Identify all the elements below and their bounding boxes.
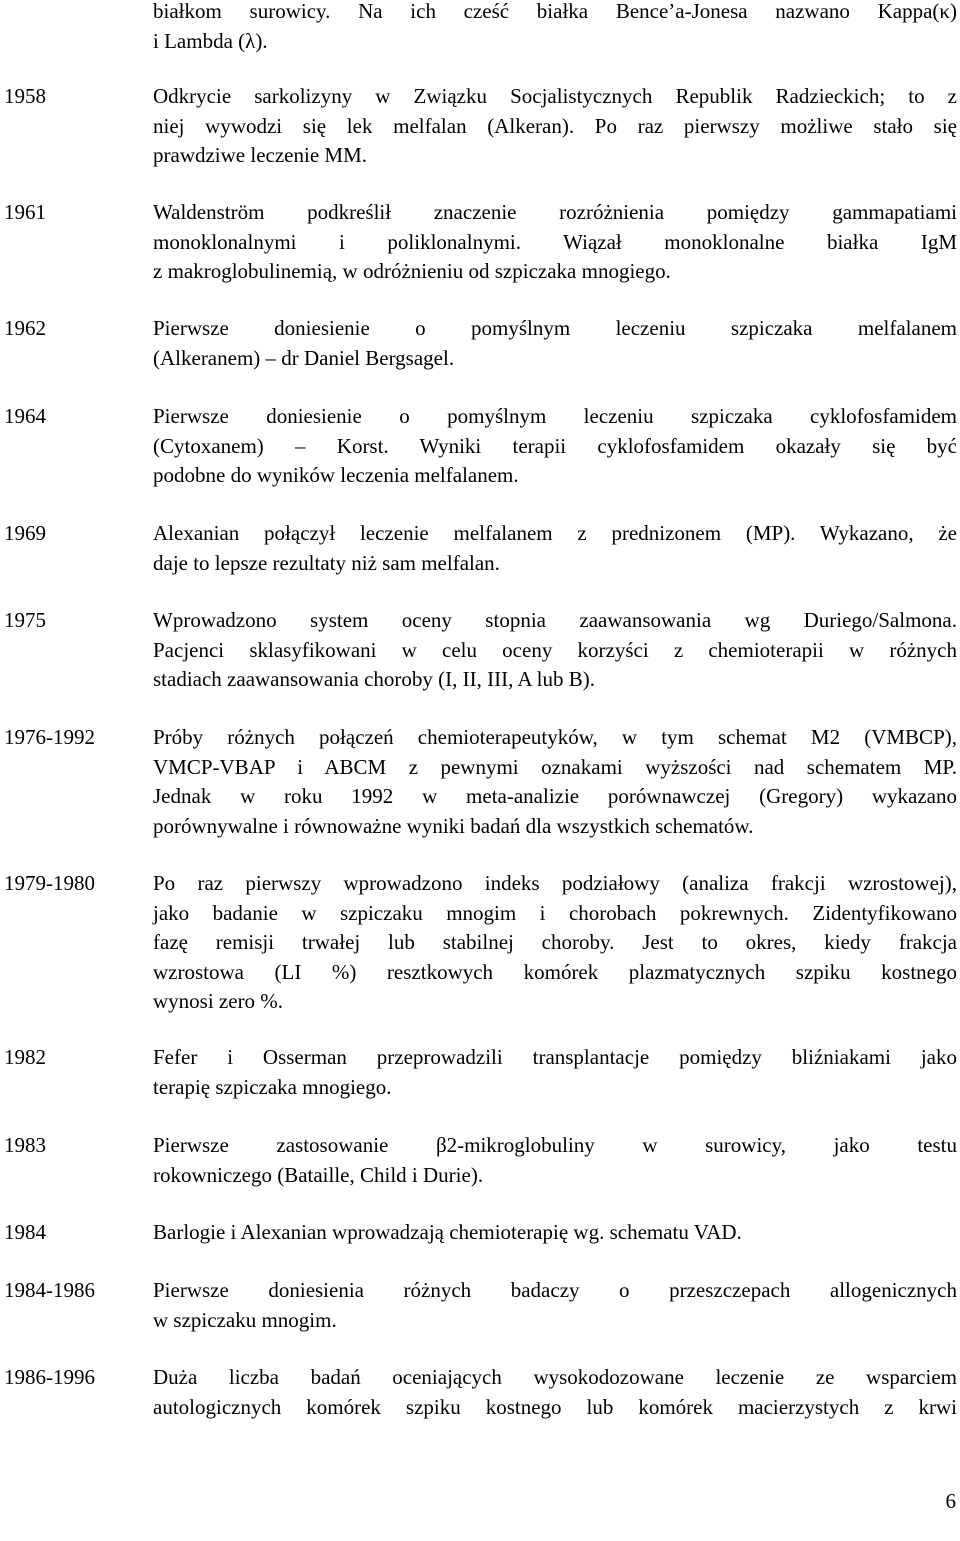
- timeline-year: 1982: [4, 1045, 46, 1069]
- description-line: Barlogie i Alexanian wprowadzają chemioterapię wg. schematu VAD.: [153, 1220, 742, 1244]
- description-line: rokowniczego (Bataille, Child i Durie).: [153, 1162, 484, 1187]
- description-line: w szpiczaku mnogim.: [153, 1307, 337, 1332]
- timeline-year: 1984: [4, 1220, 46, 1244]
- timeline-description: [153, 869, 957, 1017]
- timeline-description: [153, 314, 957, 373]
- description-line: z makroglobulinemią, w odróżnieniu od szpiczaka mnogiego.: [153, 259, 671, 283]
- description-line: stadiach zaawansowania choroby (I, II, III, A lub B).: [153, 667, 596, 691]
- description-line: prawdziwe leczenie MM.: [153, 143, 367, 167]
- description-line: Pierwsze zastosowanie β2-mikroglobuliny w surowicy, jako testu: [153, 1133, 957, 1157]
- description-line: terapię szpiczaka mnogiego.: [153, 1074, 392, 1099]
- description-line: porównywalne i równoważne wyniki badań dla wszystkich schematów.: [153, 813, 754, 838]
- description-line: VMCP-VBAP i ABCM z pewnymi oznakami wyższości nad schematem MP.: [153, 754, 957, 779]
- description-line: daje to lepsze rezultaty niż sam melfalan.: [153, 550, 500, 575]
- description-line: Wprowadzono system oceny stopnia zaawansowania wg Duriego/Salmona.: [153, 608, 957, 632]
- timeline-description: [153, 1043, 957, 1102]
- description-line: podobne do wyników leczenia melfalanem.: [153, 463, 519, 487]
- description-line: wzrostowa (LI %) resztkowych komórek plazmatycznych szpiku kostnego: [153, 959, 957, 984]
- description-line: Próby różnych połączeń chemioterapeutyków, w tym schemat M2 (VMBCP),: [153, 725, 957, 749]
- page-number: 6: [945, 1489, 956, 1513]
- description-line: i Lambda (λ).: [153, 28, 268, 53]
- timeline-description: [153, 0, 957, 56]
- description-line: (Cytoxanem) – Korst. Wyniki terapii cyklofosfamidem okazały się być: [153, 433, 957, 458]
- timeline-year: 1969: [4, 521, 46, 545]
- description-line: jako badanie w szpiczaku mnogim i chorobach pokrewnych. Zidentyfikowano: [153, 900, 957, 925]
- timeline-description: [153, 1218, 957, 1248]
- description-line: białkom surowicy. Na ich cześć białka Bence’a-Jonesa nazwano Kappa(κ): [153, 0, 957, 23]
- timeline-year: 1961: [4, 200, 46, 224]
- timeline-description: [153, 198, 957, 287]
- description-line: Pacjenci sklasyfikowani w celu oceny korzyści z chemioterapii w różnych: [153, 637, 957, 662]
- description-line: fazę remisji trwałej lub stabilnej choroby. Jest to okres, kiedy frakcja: [153, 930, 957, 954]
- timeline-description: [153, 519, 957, 578]
- description-line: Fefer i Osserman przeprowadzili transplantacje pomiędzy bliźniakami jako: [153, 1045, 957, 1069]
- timeline-description: [153, 1363, 957, 1422]
- description-line: monoklonalnymi i poliklonalnymi. Wiązał monoklonalne białka IgM: [153, 229, 957, 254]
- timeline-description: [153, 1131, 957, 1190]
- timeline-year: 1986-1996: [4, 1365, 95, 1389]
- timeline-description: [153, 723, 957, 841]
- timeline-description: [153, 82, 957, 171]
- description-line: Po raz pierwszy wprowadzono indeks podziałowy (analiza frakcji wzrostowej),: [153, 871, 957, 895]
- description-line: wynosi zero %.: [153, 989, 284, 1013]
- timeline-year: 1958: [4, 84, 46, 108]
- timeline-year: 1975: [4, 608, 46, 632]
- timeline-description: [153, 402, 957, 491]
- timeline-year: 1962: [4, 316, 46, 340]
- description-line: Jednak w roku 1992 w meta-analizie porównawczej (Gregory) wykazano: [153, 784, 957, 808]
- description-line: Pierwsze doniesienie o pomyślnym leczeniu szpiczaka cyklofosfamidem: [153, 404, 957, 428]
- timeline-year: 1979-1980: [4, 871, 95, 895]
- timeline-description: [153, 1276, 957, 1335]
- description-line: Alexanian połączył leczenie melfalanem z prednizonem (MP). Wykazano, że: [153, 521, 957, 545]
- description-line: autologicznych komórek szpiku kostnego lub komórek macierzystych z krwi: [153, 1394, 957, 1419]
- timeline-year: 1976-1992: [4, 725, 95, 749]
- description-line: Pierwsze doniesienie o pomyślnym leczeniu szpiczaka melfalanem: [153, 316, 957, 340]
- description-line: Odkrycie sarkolizyny w Związku Socjalistycznych Republik Radzieckich; to z: [153, 84, 957, 108]
- description-line: Waldenström podkreślił znaczenie rozróżnienia pomiędzy gammapatiami: [153, 200, 957, 224]
- description-line: Duża liczba badań oceniających wysokodozowane leczenie ze wsparciem: [153, 1365, 957, 1389]
- description-line: Pierwsze doniesienia różnych badaczy o przeszczepach allogenicznych: [153, 1278, 957, 1302]
- timeline-year: 1983: [4, 1133, 46, 1157]
- timeline-description: [153, 606, 957, 695]
- timeline-year: 1964: [4, 404, 46, 428]
- timeline-year: 1984-1986: [4, 1278, 95, 1302]
- description-line: niej wywodzi się lek melfalan (Alkeran). Po raz pierwszy możliwe stało się: [153, 113, 957, 138]
- description-line: (Alkeranem) – dr Daniel Bergsagel.: [153, 345, 455, 370]
